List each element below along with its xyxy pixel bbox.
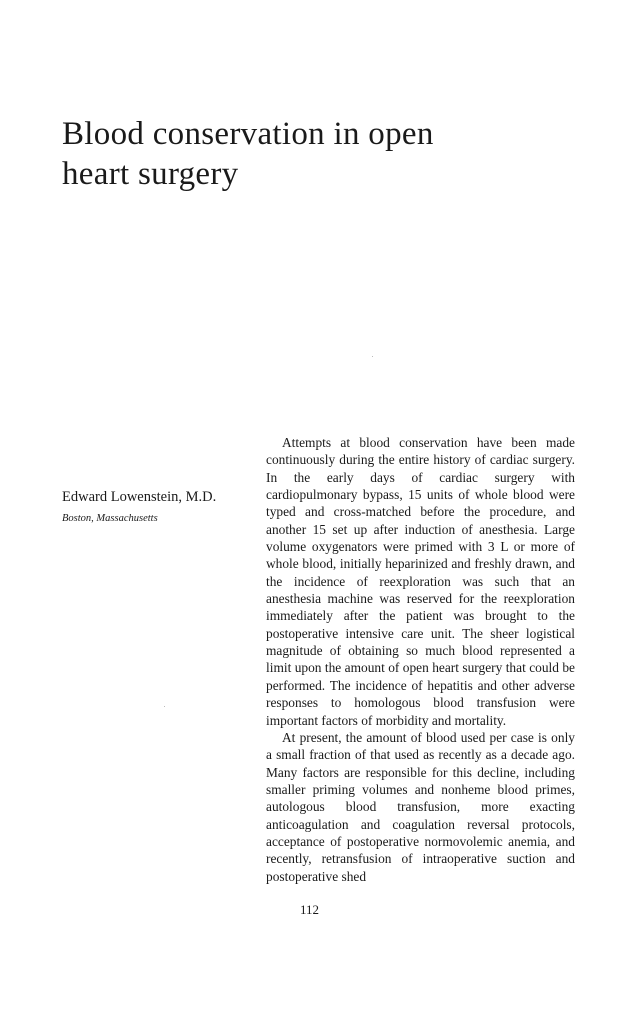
- article-title-line-2: heart surgery: [62, 156, 239, 192]
- page-number: 112: [300, 902, 320, 917]
- article-title-line-1: Blood conservation in open: [62, 116, 434, 152]
- body-paragraph-2: At present, the amount of blood used per case is only a small fraction of that used as recently as a decade ago. Many factors are responsible for this decline, including smaller priming volumes and nonheme blood primes, autologous blood transfusion, more exacting anticoagulation and coagulation reversal protocols, acceptance of postoperative normovolemic anemia, and recently, retransfusion of intraoperative suction and postoperative shed: [266, 729, 575, 884]
- article-title: [62, 114, 542, 194]
- author-name: Edward Lowenstein, M.D.: [62, 489, 217, 505]
- body-paragraph-1: Attempts at blood conservation have been made continuously during the entire history of cardiac surgery. In the early days of cardiac surgery with cardiopulmonary bypass, 15 units of whole blood were typed and cross-matched before the procedure, and another 15 set up after induction of anesthesia. Large volume oxygenators were primed with 3 L or more of whole blood, initially heparinized and freshly drawn, and the incidence of reexploration was such that an anesthesia machine was reserved for the reexploration immediately after the patient was brought to the postoperative intensive care unit. The sheer logistical magnitude of obtaining so much blood represented a limit upon the amount of open heart surgery that could be performed. The incidence of hepatitis and other adverse responses to homologous blood transfusion were important factors of morbidity and mortality.: [266, 435, 575, 728]
- article-body: [266, 434, 575, 885]
- author-affiliation: Boston, Massachusetts: [62, 513, 158, 524]
- scan-speck: [372, 356, 373, 357]
- scan-speck: [164, 706, 165, 707]
